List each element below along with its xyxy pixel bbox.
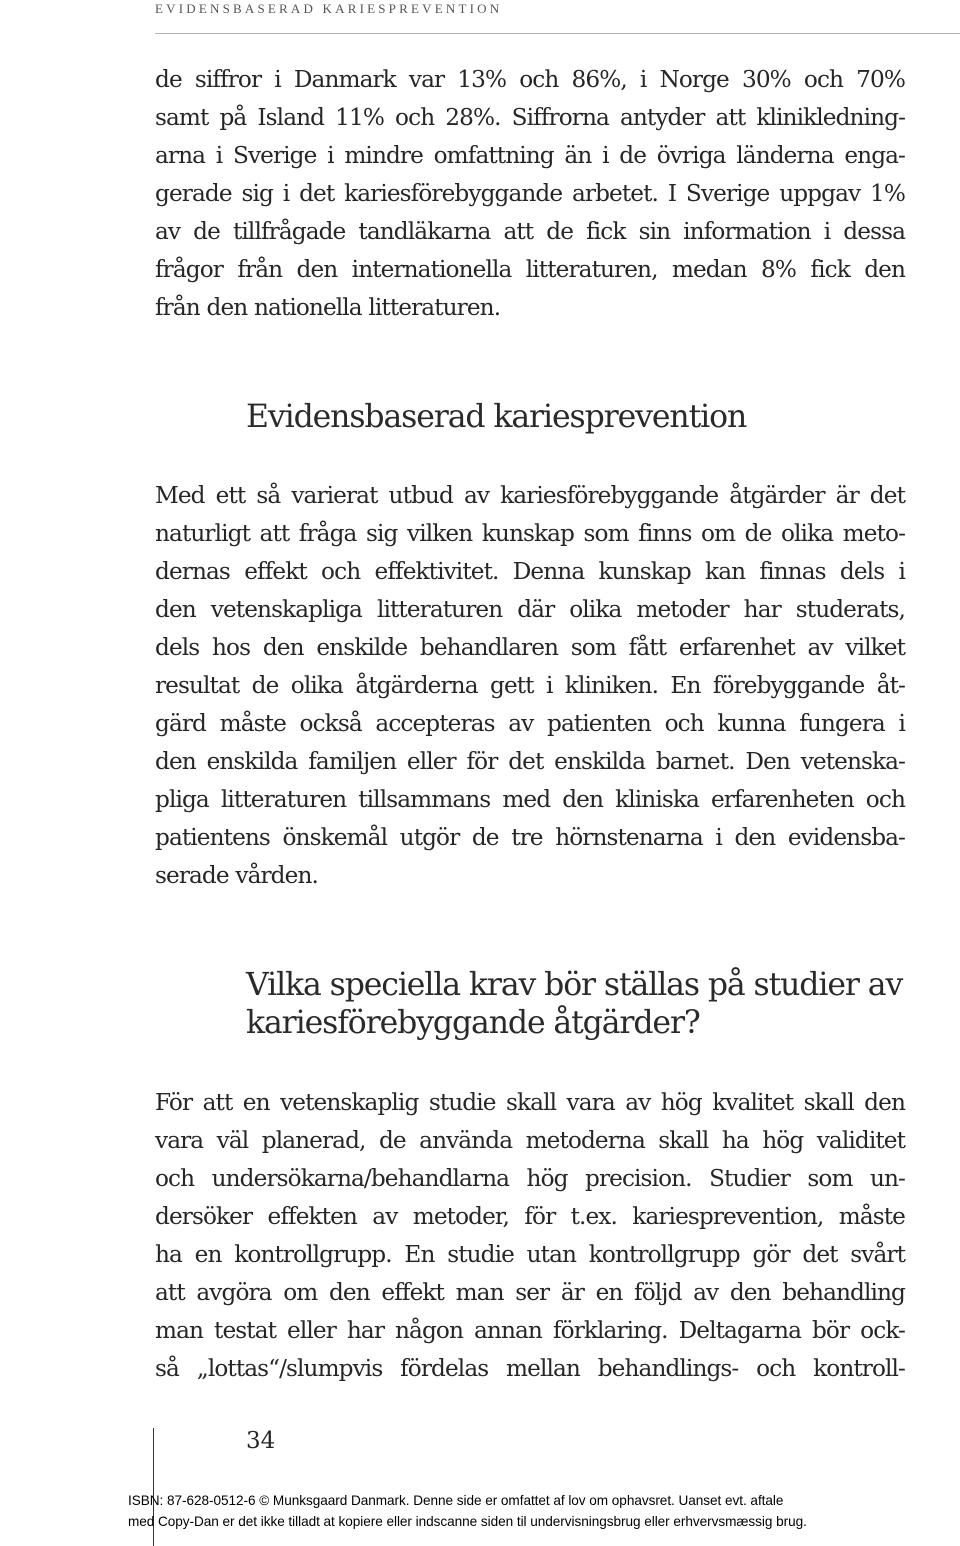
text-line: vara väl planerad, de använda metoderna skall ha hög validitet	[155, 1127, 905, 1154]
text-line: frågor från den internationella litteraturen, medan 8% fick den	[155, 256, 905, 283]
text-line: dels hos den enskilde behandlaren som fått erfarenhet av vilket	[155, 634, 905, 661]
text-line: och undersökarna/behandlarna hög precision. Studier som un-	[155, 1165, 905, 1192]
text-line: att avgöra om den effekt man ser är en följd av den behandling	[155, 1279, 905, 1306]
text-line: man testat eller har någon annan förklaring. Deltagarna bör ock-	[155, 1317, 905, 1344]
text-line: För att en vetenskaplig studie skall vara av hög kvalitet skall den	[155, 1089, 905, 1116]
footer-line: ISBN: 87-628-0512-6 © Munksgaard Danmark. Denne side er omfattet af lov om ophavsret. Uanset evt. aftale	[128, 1493, 784, 1508]
paragraph-evidence-based	[155, 477, 905, 895]
copyright-footer	[128, 1490, 960, 1532]
text-line: resultat de olika åtgärderna gett i kliniken. En förebyggande åt-	[155, 672, 905, 699]
section-heading-evidence	[246, 398, 926, 436]
paragraph-intro-figures	[155, 61, 905, 327]
text-line: av de tillfrågade tandläkarna att de fick sin information i dessa	[155, 218, 905, 245]
section-heading-study-requirements	[246, 966, 926, 1042]
text-line: från den nationella litteraturen.	[155, 294, 501, 321]
text-line: de siffror i Danmark var 13% och 86%, i Norge 30% och 70%	[155, 66, 905, 93]
heading-line: kariesförebyggande åtgärder?	[246, 1005, 700, 1041]
text-line: Med ett så varierat utbud av kariesförebyggande åtgärder är det	[155, 482, 905, 509]
page-number: 34	[246, 1428, 276, 1454]
text-line: dersöker effekten av metoder, för t.ex. kariesprevention, måste	[155, 1203, 905, 1230]
text-line: arna i Sverige i mindre omfattning än i de övriga länderna enga-	[155, 142, 905, 169]
text-line: samt på Island 11% och 28%. Siffrorna antyder att klinikledning-	[155, 104, 905, 131]
heading-line: Evidensbaserad kariesprevention	[246, 399, 747, 435]
text-line: pliga litteraturen tillsammans med den kliniska erfarenheten och	[155, 786, 905, 813]
running-header: EVIDENSBASERAD KARIESPREVENTION	[155, 0, 960, 34]
text-line: gärd måste också accepteras av patienten och kunna fungera i	[155, 710, 905, 737]
footer-line: med Copy-Dan er det ikke tilladt at kopiere eller indscanne siden til undervisningsbrug eller erhvervsmæssig brug.	[128, 1514, 807, 1529]
heading-line: Vilka speciella krav bör ställas på studier av	[246, 967, 903, 1003]
text-line: ha en kontrollgrupp. En studie utan kontrollgrupp gör det svårt	[155, 1241, 905, 1268]
text-line: dernas effekt och effektivitet. Denna kunskap kan finnas dels i	[155, 558, 905, 585]
text-line: patientens önskemål utgör de tre hörnstenarna i den evidensba-	[155, 824, 905, 851]
paragraph-study-quality	[155, 1084, 905, 1388]
text-line: så „lottas“/slumpvis fördelas mellan behandlings- och kontroll-	[155, 1355, 905, 1382]
text-line: serade vården.	[155, 862, 318, 889]
text-line: gerade sig i det kariesförebyggande arbetet. I Sverige uppgav 1%	[155, 180, 905, 207]
text-line: den vetenskapliga litteraturen där olika metoder har studerats,	[155, 596, 905, 623]
text-line: naturligt att fråga sig vilken kunskap som finns om de olika meto-	[155, 520, 905, 547]
text-line: den enskilda familjen eller för det enskilda barnet. Den vetenska-	[155, 748, 905, 775]
